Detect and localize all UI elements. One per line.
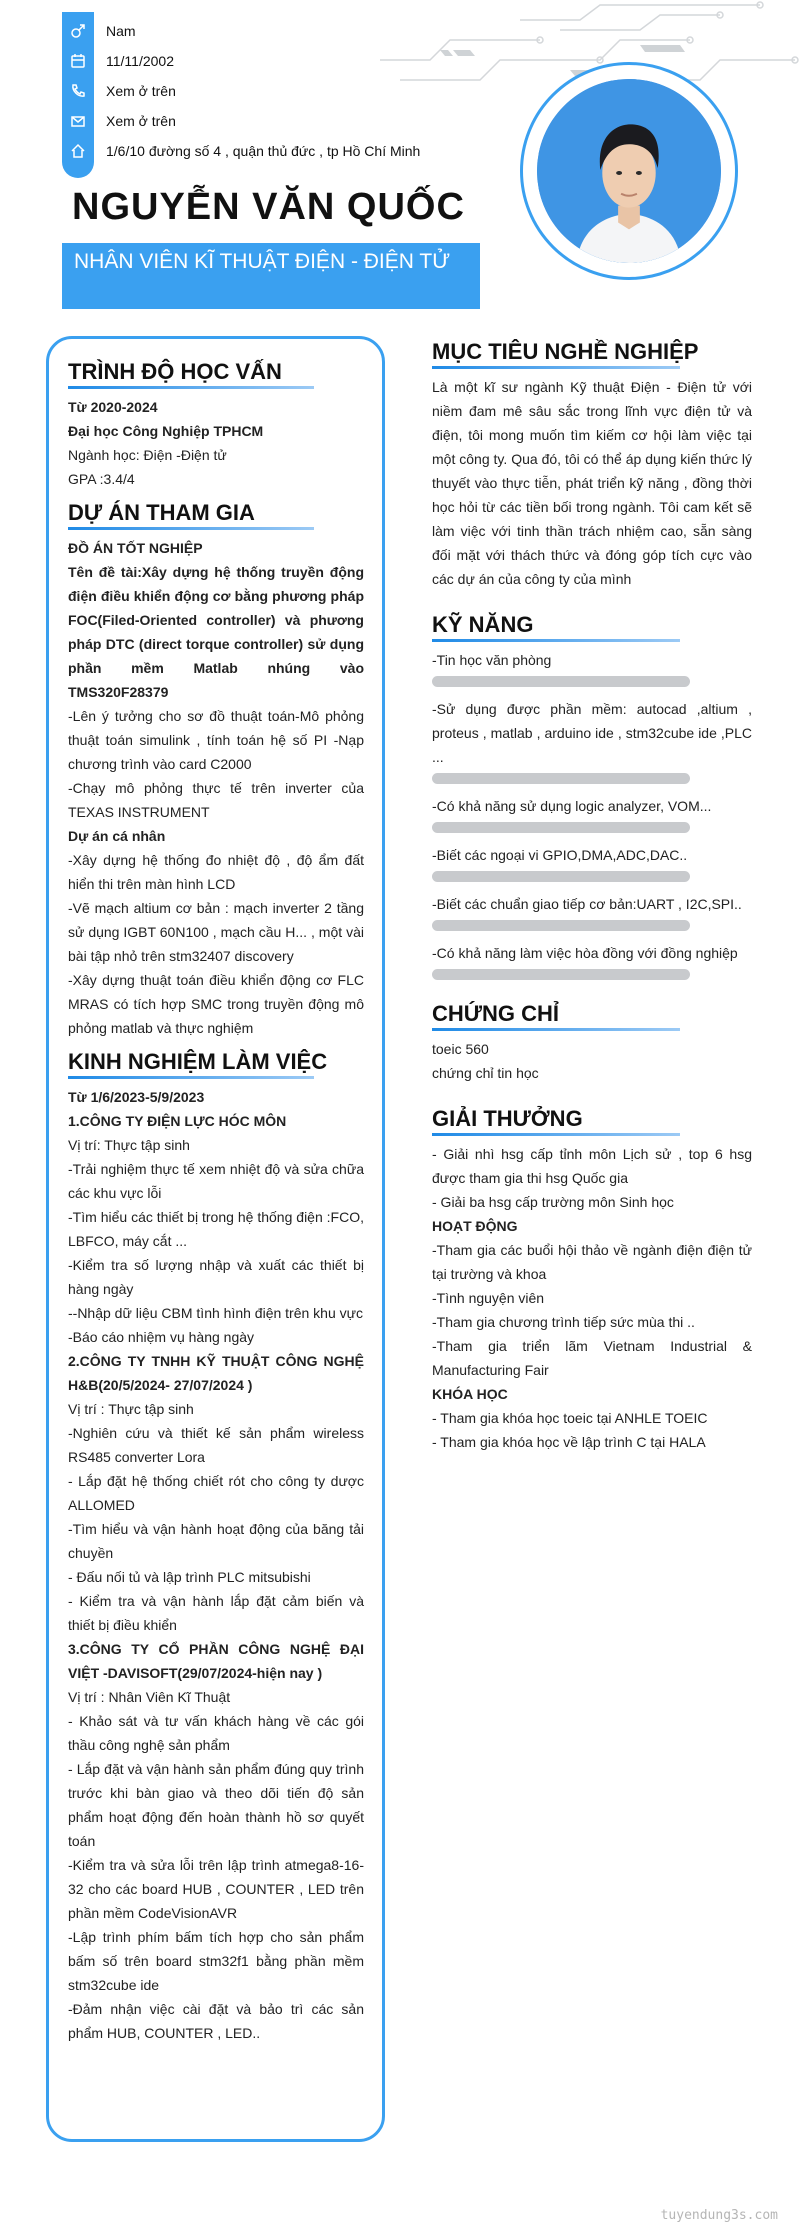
- profile-photo-frame: [520, 62, 738, 280]
- skill-bar: [432, 773, 690, 784]
- thesis-heading: ĐỒ ÁN TỐT NGHIỆP: [68, 540, 203, 556]
- list-item: -Nghiên cứu và thiết kế sản phẩm wireless RS485 converter Lora: [68, 1425, 364, 1465]
- list-item: --Nhập dữ liệu CBM tình hình điện trên khu vực: [68, 1305, 363, 1321]
- section-underline: [68, 1076, 314, 1079]
- left-column: [68, 350, 364, 2045]
- list-item: -Tìm hiểu và vận hành hoạt động của băng tải chuyền: [68, 1521, 364, 1561]
- company-name: 3.CÔNG TY CỔ PHẦN CÔNG NGHỆ ĐẠI VIỆT -DAVISOFT(29/07/2024-hiện nay ): [68, 1641, 364, 1681]
- award-item: - Giải nhì hsg cấp tỉnh môn Lịch sử , top 6 hsg được tham gia thi hsg Quốc gia: [432, 1146, 752, 1186]
- section-underline: [432, 639, 680, 642]
- education-major: Ngành học: Điện -Điện tử: [68, 447, 227, 463]
- certificates-title: CHỨNG CHỈ: [432, 1001, 560, 1026]
- education-years: Từ 2020-2024: [68, 399, 158, 415]
- list-item: -Lên ý tưởng cho sơ đồ thuật toán-Mô phỏng thuật toán simulink , tính toán hệ số PI -Nạp chương trình vào card C2000: [68, 708, 364, 772]
- phone-icon: [62, 83, 94, 99]
- company-name: 1.CÔNG TY ĐIỆN LỰC HÓC MÔN: [68, 1113, 287, 1129]
- experience-period: Từ 1/6/2023-5/9/2023: [68, 1089, 205, 1105]
- activity-item: -Tham gia các buổi hội thảo về ngành điện điện tử tại trường và khoa: [432, 1242, 752, 1282]
- list-item: - Đấu nối tủ và lập trình PLC mitsubishi: [68, 1569, 311, 1585]
- mail-icon: [62, 113, 94, 129]
- thesis-topic: Tên đề tài:Xây dựng hệ thống truyền động điện điều khiển động cơ bằng phương pháp FOC(Filed-Oriented controller) và phương pháp DTC (direct torque controller) sử dụng phần mềm Matlab nhúng vào TMS320F28379: [68, 564, 364, 700]
- section-underline: [68, 386, 314, 389]
- job-position: Vị trí : Thực tập sinh: [68, 1401, 194, 1417]
- candidate-name: NGUYỄN VĂN QUỐC: [72, 186, 465, 228]
- skill-bar: [432, 920, 690, 931]
- list-item: -Chạy mô phỏng thực tế trên inverter của TEXAS INSTRUMENT: [68, 780, 364, 820]
- education-title: TRÌNH ĐỘ HỌC VẤN: [68, 359, 282, 384]
- list-item: -Báo cáo nhiệm vụ hàng ngày: [68, 1329, 255, 1345]
- course-item: - Tham gia khóa học về lập trình C tại HALA: [432, 1434, 706, 1450]
- skill-item: -Biết các chuẩn giao tiếp cơ bản:UART , I2C,SPI..: [432, 896, 742, 912]
- profile-photo: [537, 79, 721, 263]
- education-school: Đại học Công Nghiệp TPHCM: [68, 423, 264, 439]
- list-item: -Xây dựng thuật toán điều khiển động cơ FLC MRAS có tích hợp SMC trong truyền động mô phỏng matlab và thực nghiệm: [68, 972, 364, 1036]
- list-item: -Kiểm tra và sửa lỗi trên lập trình atmega8-16-32 cho các board HUB , COUNTER , LED trên phần mềm CodeVisionAVR: [68, 1857, 364, 1921]
- activity-item: -Tham gia chương trình tiếp sức mùa thi ..: [432, 1314, 695, 1330]
- list-item: -Vẽ mạch altium cơ bản : mạch inverter 2 tầng sử dụng IGBT 60N100 , mạch cầu H... , một vài bài tập nhỏ trên stm32407 discovery: [68, 900, 364, 964]
- contact-address: 1/6/10 đường số 4 , quận thủ đức , tp Hồ Chí Minh: [62, 136, 420, 166]
- list-item: -Xây dựng hệ thống đo nhiệt độ , độ ẩm đất hiển thi trên màn hình LCD: [68, 852, 364, 892]
- objective-title: MỤC TIÊU NGHỀ NGHIỆP: [432, 339, 699, 364]
- list-item: -Kiểm tra số lượng nhập và xuất các thiết bị hàng ngày: [68, 1257, 364, 1297]
- activities-heading: HOẠT ĐỘNG: [432, 1218, 518, 1234]
- job-position: Vị trí : Nhân Viên Kĩ Thuật: [68, 1689, 231, 1705]
- list-item: - Kiểm tra và vận hành lắp đặt cảm biến và thiết bị điều khiển: [68, 1593, 364, 1633]
- skills-title: KỸ NĂNG: [432, 612, 534, 637]
- activity-item: -Tình nguyện viên: [432, 1290, 545, 1306]
- calendar-icon: [62, 53, 94, 69]
- gender-icon: [62, 23, 94, 39]
- skill-bar: [432, 822, 690, 833]
- activity-item: -Tham gia triển lãm Vietnam Industrial & Manufacturing Fair: [432, 1338, 752, 1378]
- list-item: -Tìm hiểu các thiết bị trong hệ thống điện :FCO, LBFCO, máy cắt ...: [68, 1209, 364, 1249]
- skill-item: -Có khả năng làm việc hòa đồng với đồng nghiệp: [432, 945, 738, 961]
- experience-title: KINH NGHIỆM LÀM VIỆC: [68, 1049, 328, 1074]
- section-underline: [432, 366, 680, 369]
- list-item: - Khảo sát và tư vấn khách hàng về các gói thầu công nghệ sản phẩm: [68, 1713, 364, 1753]
- skill-bar: [432, 871, 690, 882]
- skill-item: -Có khả năng sử dụng logic analyzer, VOM...: [432, 798, 712, 814]
- award-item: - Giải ba hsg cấp trường môn Sinh học: [432, 1194, 674, 1210]
- list-item: - Lắp đặt và vận hành sản phẩm đúng quy trình trước khi bàn giao và theo dõi tiến độ sản phẩm hoạt động đến hoàn thành hồ sơ quyết toán: [68, 1761, 364, 1849]
- awards-title: GIẢI THƯỞNG: [432, 1106, 583, 1131]
- section-underline: [68, 527, 314, 530]
- contact-phone: Xem ở trên: [62, 76, 176, 106]
- section-underline: [432, 1028, 680, 1031]
- company-name: 2.CÔNG TY TNHH KỸ THUẬT CÔNG NGHỆ H&B(20/5/2024- 27/07/2024 ): [68, 1353, 364, 1393]
- watermark: tuyendung3s.com: [660, 2208, 778, 2223]
- contact-birthday: 11/11/2002: [62, 46, 174, 76]
- contact-email: Xem ở trên: [62, 106, 176, 136]
- certificate-item: chứng chỉ tin học: [432, 1065, 539, 1081]
- objective-text: Là một kĩ sư ngành Kỹ thuật Điện - Điện tử với niềm đam mê sâu sắc trong lĩnh vực điện tử và điện, tôi mong muốn tìm kiếm cơ hội làm việc tại một công ty. Qua đó, tôi có thể áp dụng kiến thức lý thuyết vào thực tiễn, phát triển kỹ năng , đồng thời học hỏi từ các tiền bối trong ngành. Tôi cam kết sẽ làm việc với tinh thần trách nhiệm cao, sẵn sàng đối mặt với thách thức và đóng góp tích cực vào các dự án của công ty của mình: [432, 379, 752, 587]
- courses-heading: KHÓA HỌC: [432, 1386, 508, 1402]
- list-item: -Trải nghiệm thực tế xem nhiệt độ và sửa chữa các khu vực lỗi: [68, 1161, 364, 1201]
- circuit-decoration: [340, 0, 800, 90]
- skill-item: -Biết các ngoại vi GPIO,DMA,ADC,DAC..: [432, 847, 688, 863]
- skill-bar: [432, 676, 690, 687]
- job-title-banner: NHÂN VIÊN KĨ THUẬT ĐIỆN - ĐIỆN TỬ: [62, 243, 480, 309]
- list-item: - Lắp đặt hệ thống chiết rót cho công ty dược ALLOMED: [68, 1473, 364, 1513]
- list-item: -Đảm nhận việc cài đặt và bảo trì các sản phẩm HUB, COUNTER , LED..: [68, 2001, 364, 2041]
- contact-gender: Nam: [62, 16, 136, 46]
- skill-item: -Tin học văn phòng: [432, 652, 552, 668]
- list-item: -Lập trình phím bấm tích hợp cho sản phẩm bấm số trên board stm32f1 bằng phần mềm stm32cube ide: [68, 1929, 364, 1993]
- course-item: - Tham gia khóa học toeic tại ANHLE TOEIC: [432, 1410, 708, 1426]
- skill-bar: [432, 969, 690, 980]
- right-column: [432, 330, 752, 1454]
- education-gpa: GPA :3.4/4: [68, 471, 135, 487]
- skill-item: -Sử dụng được phần mềm: autocad ,altium , proteus , matlab , arduino ide , stm32cube ide ,PLC ...: [432, 701, 752, 765]
- personal-projects-heading: Dự án cá nhân: [68, 828, 166, 844]
- certificate-item: toeic 560: [432, 1041, 489, 1057]
- home-icon: [62, 143, 94, 159]
- projects-title: DỰ ÁN THAM GIA: [68, 500, 255, 525]
- section-underline: [432, 1133, 680, 1136]
- job-position: Vị trí: Thực tập sinh: [68, 1137, 190, 1153]
